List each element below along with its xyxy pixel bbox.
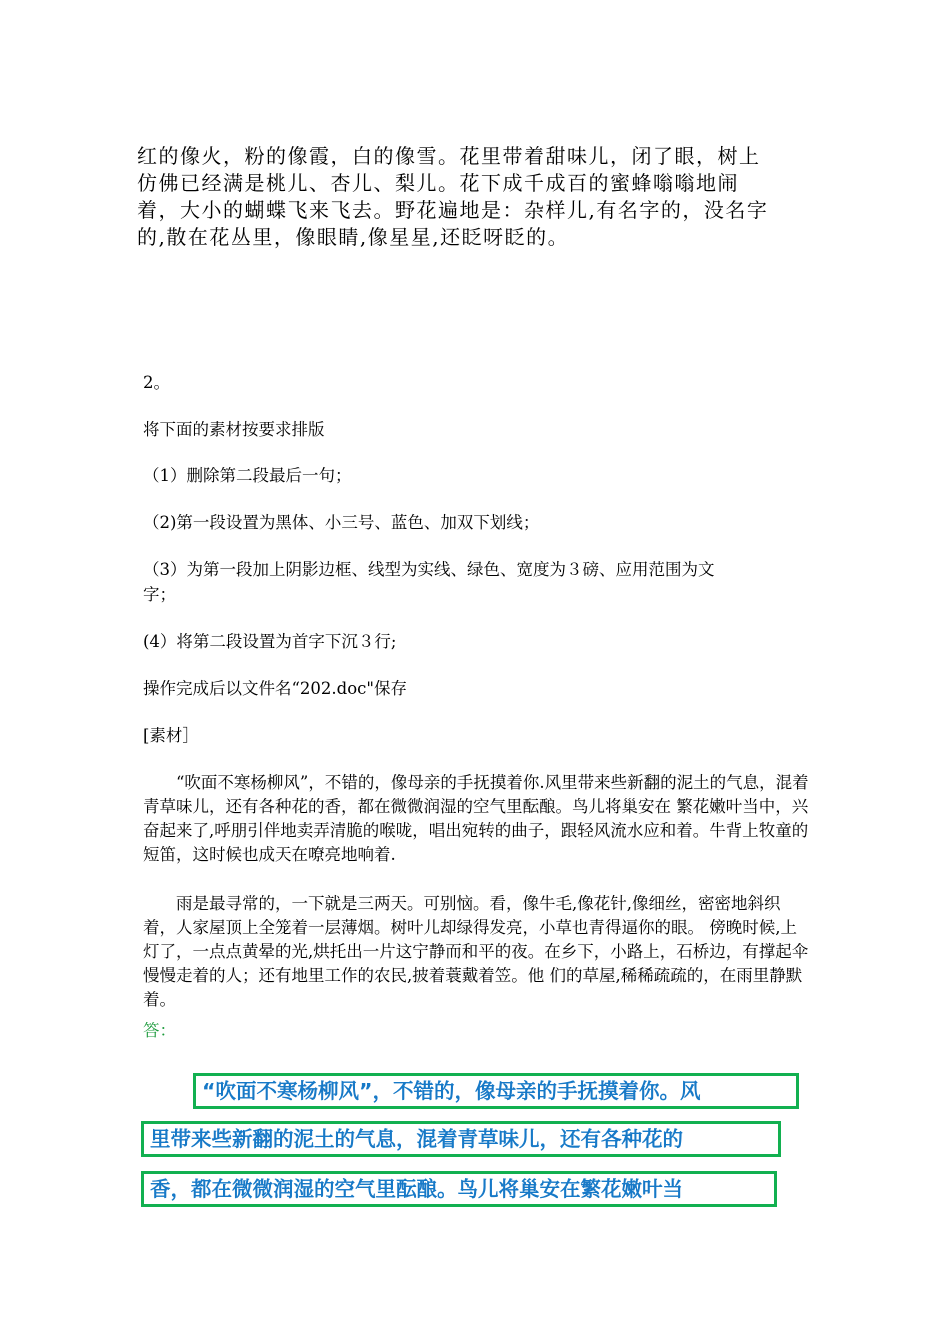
step-2: （2)第一段设置为黑体、小三号、蓝色、加双下划线； bbox=[143, 513, 540, 532]
material-paragraph-2 bbox=[143, 892, 813, 1012]
top-paragraph-line: 着，大小的蝴蝶飞来飞去。野花遍地是：杂样儿,有名字的，没名字 bbox=[137, 198, 769, 222]
step-3-continued: 字； bbox=[143, 585, 176, 604]
step-4: (4）将第二段设置为首字下沉３行; bbox=[143, 632, 397, 651]
material-paragraph-2-text: 雨是最寻常的，一下就是三两天。可别恼。看，像牛毛,像花针,像细丝，密密地斜织着，人家屋顶上全笼着一层薄烟。树叶儿却绿得发亮，小草也青得逼你的眼。 傍晚时候,上灯了，一点点黄晕的光,烘托出一片这宁静而和平的夜。在乡下，小路上，石桥边，有撑起伞慢慢走着的人；还有地里工作的农民,披着蓑戴着笠。他 们的草屋,稀稀疏疏的，在雨里静默着。 bbox=[143, 894, 809, 1009]
answer-line-1-text: “吹面不寒杨柳风”，不错的，像母亲的手抚摸着你。风 bbox=[202, 1079, 701, 1103]
top-paragraph-line: 红的像火，粉的像霞，白的像雪。花里带着甜味儿，闭了眼，树上 bbox=[137, 144, 761, 168]
answer-label: 答： bbox=[143, 1021, 176, 1040]
material-paragraph-1 bbox=[143, 771, 813, 867]
question-number: 2。 bbox=[143, 373, 170, 392]
question-instruction: 将下面的素材按要求排版 bbox=[143, 420, 325, 439]
answer-line-3 bbox=[141, 1171, 777, 1207]
answer-line-1 bbox=[193, 1073, 799, 1109]
material-paragraph-1-text: “吹面不寒杨柳风”，不错的，像母亲的手抚摸着你.风里带来些新翻的泥土的气息，混着青草味儿，还有各种花的香，都在微微润湿的空气里酝酿。鸟儿将巢安在 繁花嫩叶当中，兴奋起来了,呼朋引伴地卖弄清脆的喉咙，唱出宛转的曲子，跟轻风流水应和着。牛背上牧童的短笛，这时候也成天在嘹亮地响着. bbox=[143, 773, 809, 864]
answer-line-2 bbox=[141, 1121, 781, 1157]
material-label: [素材］ bbox=[143, 726, 199, 745]
top-paragraph-line: 的,散在花丛里，像眼睛,像星星,还眨呀眨的。 bbox=[137, 225, 570, 249]
answer-line-2-text: 里带来些新翻的泥土的气息，混着青草味儿，还有各种花的 bbox=[150, 1127, 683, 1151]
step-1: （1）删除第二段最后一句； bbox=[143, 466, 352, 485]
step-3: （3）为第一段加上阴影边框、线型为实线、绿色、宽度为３磅、应用范围为文 bbox=[143, 560, 715, 579]
save-instruction: 操作完成后以文件名“202.doc"保存 bbox=[143, 679, 407, 698]
top-paragraph bbox=[137, 143, 817, 251]
top-paragraph-line: 仿佛已经满是桃儿、杏儿、梨儿。花下成千成百的蜜蜂嗡嗡地闹 bbox=[137, 171, 739, 195]
answer-line-3-text: 香，都在微微润湿的空气里酝酿。鸟儿将巢安在繁花嫩叶当 bbox=[150, 1177, 683, 1201]
